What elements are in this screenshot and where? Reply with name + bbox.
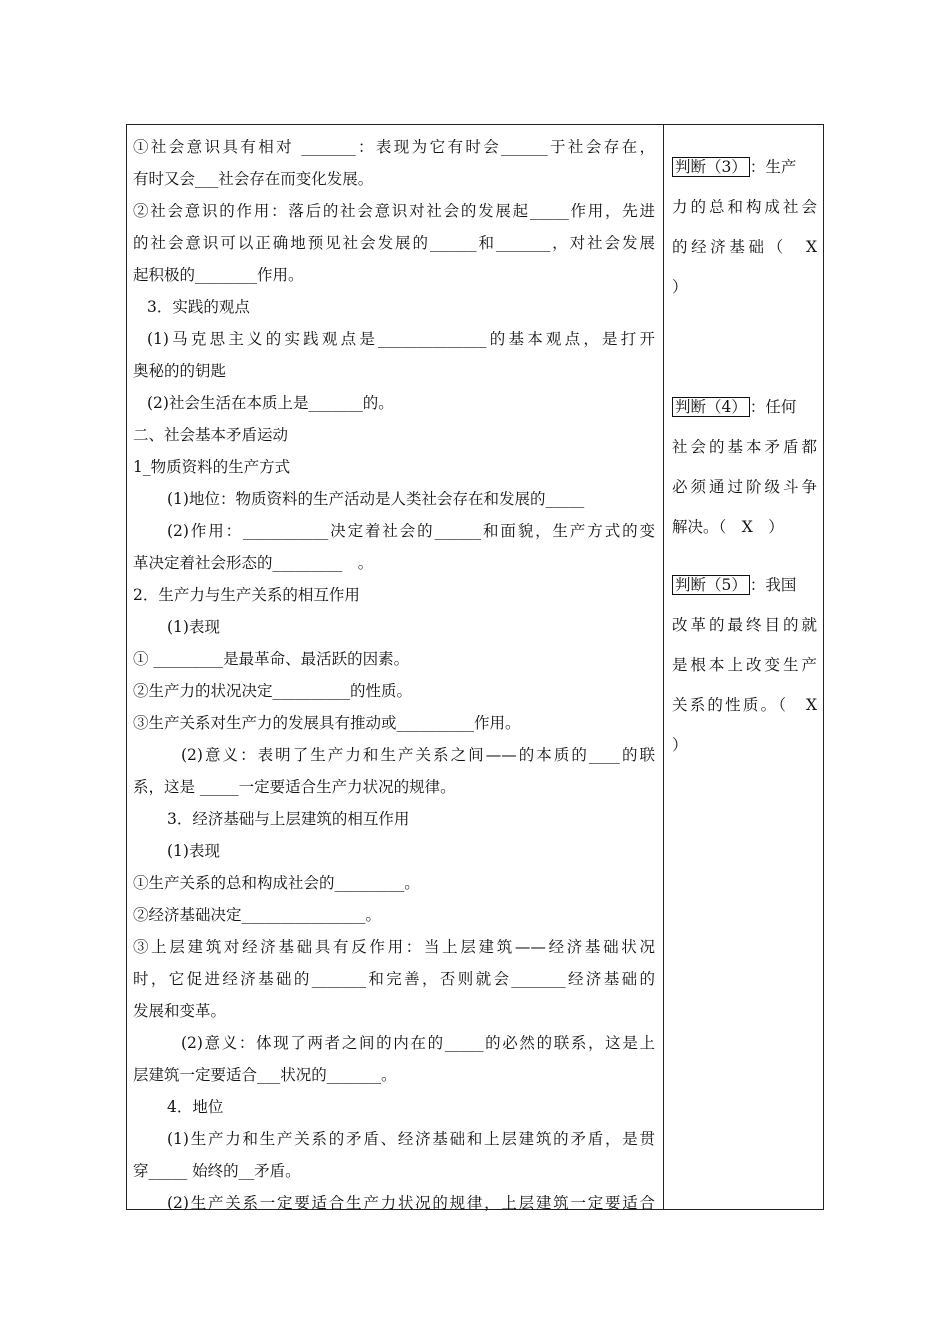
judgement-text: ：任何 <box>749 398 797 416</box>
section-heading: 1_物质资料的生产方式 <box>133 458 291 476</box>
section-heading: 二、社会基本矛盾运动 <box>133 426 289 444</box>
notes-table <box>126 124 824 1210</box>
judgement-text: 是根本上改变生产 <box>672 656 817 674</box>
sub-heading: (1)表现 <box>167 842 220 860</box>
judgement-text: 社会的基本矛盾都 <box>672 438 817 456</box>
text-line: ②经济基础决定________________。 <box>133 906 382 924</box>
section-heading: 3．经济基础与上层建筑的相互作用 <box>167 810 410 828</box>
text-line: 革决定着社会形态的_________ 。 <box>133 554 374 572</box>
judgement-4 <box>672 387 817 547</box>
text-line: 穿_____ 始终的__矛盾。 <box>133 1162 301 1180</box>
section-heading: 4．地位 <box>167 1098 224 1116</box>
section-heading: 2．生产力与生产关系的相互作用 <box>133 586 360 604</box>
judgement-text: ） <box>672 278 688 296</box>
main-column <box>133 131 655 1219</box>
text-line: 起积极的________作用。 <box>133 266 304 284</box>
text-line: 的社会意识可以正确地预见社会发展的______和_______，对社会发展 <box>133 234 655 252</box>
text-line: (1)马克思主义的实践观点是______________的基本观点，是打开 <box>147 330 655 348</box>
judgement-label: 判断（5） <box>672 575 750 595</box>
judgement-label: 判断（3） <box>672 157 750 177</box>
text-line: 系，这是 _____一定要适合生产力状况的规律。 <box>133 778 456 796</box>
text-line: 发展和变革。 <box>133 1002 227 1020</box>
judgement-text: 改革的最终目的就 <box>672 616 817 634</box>
judgement-label: 判断（4） <box>672 397 750 417</box>
judgement-text: ） <box>672 736 688 754</box>
text-line: ①生产关系的总和构成社会的_________。 <box>133 874 420 892</box>
section-heading: 3．实践的观点 <box>147 298 250 316</box>
text-line: (1)地位：物质资料的生产活动是人类社会存在和发展的_____ <box>167 490 585 508</box>
judgement-text: 关系的性质。（ X <box>672 696 817 714</box>
text-line: (2)生产关系一定要适合生产力状况的规律，上层建筑一定要适合 <box>167 1194 655 1212</box>
text-line: 有时又会___社会存在而变化发展。 <box>133 170 374 188</box>
judgement-text: 解决。（ X ） <box>672 518 784 536</box>
judgement-text: 必须通过阶级斗争 <box>672 478 817 496</box>
side-column <box>672 147 817 765</box>
judgement-text: 力的总和构成社会 <box>672 198 817 216</box>
text-line: ②社会意识的作用：落后的社会意识对社会的发展起_____作用，先进 <box>133 202 655 220</box>
judgement-5 <box>672 565 817 765</box>
text-line: 奥秘的的钥匙 <box>133 362 227 380</box>
text-line: 时，它促进经济基础的_______和完善，否则就会_______经济基础的 <box>133 970 655 988</box>
text-line: (2)社会生活在本质上是_______的。 <box>147 394 394 412</box>
text-line: 层建筑一定要适合___状况的_______。 <box>133 1066 397 1084</box>
text-line: ②生产力的状况决定__________的性质。 <box>133 682 413 700</box>
column-divider <box>663 125 664 1209</box>
judgement-3 <box>672 147 817 307</box>
text-line: (1)生产力和生产关系的矛盾、经济基础和上层建筑的矛盾，是贯 <box>167 1130 655 1148</box>
text-line: ③生产关系对生产力的发展具有推动或__________作用。 <box>133 714 521 732</box>
text-line: (2)作用：___________决定着社会的______和面貌，生产方式的变 <box>167 522 655 540</box>
text-line: (2)意义：体现了两者之间的内在的_____的必然的联系，这是上 <box>181 1034 655 1052</box>
judgement-text: ：生产 <box>749 158 797 176</box>
text-line: ①社会意识具有相对 _______：表现为它有时会______于社会存在， <box>133 138 655 156</box>
judgement-text: ：我国 <box>749 576 797 594</box>
text-line: ① _________是最革命、最活跃的因素。 <box>133 650 410 668</box>
judgement-text: 的经济基础（ X <box>672 238 817 256</box>
sub-heading: (1)表现 <box>167 618 220 636</box>
text-line: ③上层建筑对经济基础具有反作用：当上层建筑——经济基础状况 <box>133 938 655 956</box>
text-line: (2)意义：表明了生产力和生产关系之间——的本质的____的联 <box>181 746 655 764</box>
